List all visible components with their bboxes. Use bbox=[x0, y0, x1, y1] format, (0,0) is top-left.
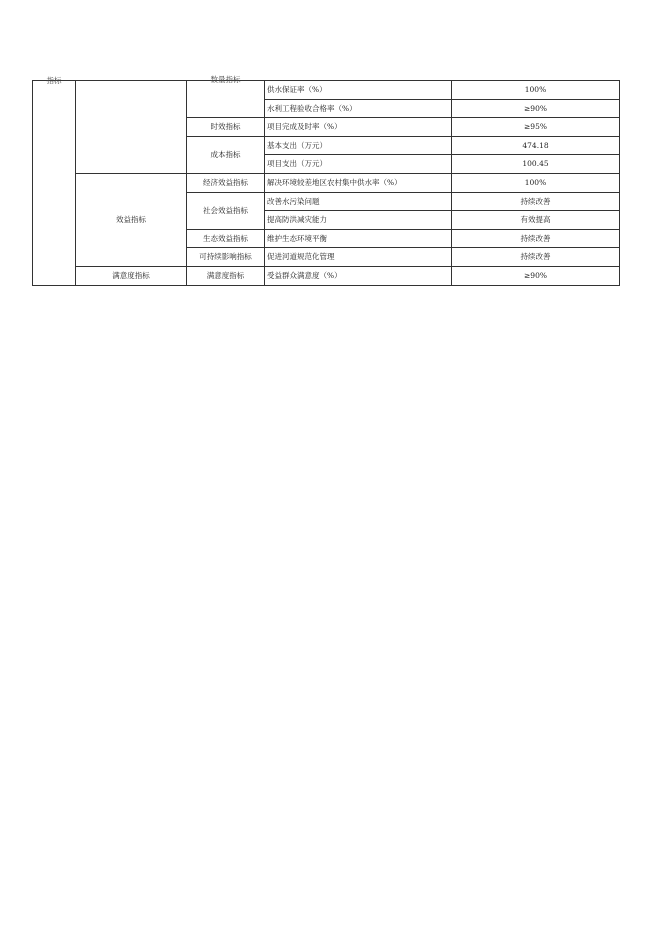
level3-indicator-cell bbox=[187, 75, 265, 118]
indicator-name: 解决环境较差地区农村集中供水率（%） bbox=[265, 173, 452, 192]
level1-indicator-cell bbox=[33, 76, 76, 286]
table-row bbox=[33, 266, 620, 285]
indicator-value: 100.45 bbox=[452, 155, 620, 174]
indicator-value: 持续改善 bbox=[452, 248, 620, 267]
level3-indicator-cell: 经济效益指标 bbox=[187, 173, 265, 192]
level2-indicator-cell: 满意度指标 bbox=[76, 266, 187, 285]
table-row bbox=[33, 173, 620, 192]
table-row bbox=[33, 81, 620, 100]
indicator-value: ≥95% bbox=[452, 118, 620, 137]
indicator-value: 持续改善 bbox=[452, 229, 620, 248]
level3-indicator-cell: 成本指标 bbox=[187, 136, 265, 173]
level3-indicator-cell: 时效指标 bbox=[187, 118, 265, 137]
indicator-value: 100% bbox=[452, 81, 620, 100]
indicator-name: 改善水污染问题 bbox=[265, 192, 452, 211]
indicator-value: ≥90% bbox=[452, 99, 620, 118]
level3-indicator-cell: 满意度指标 bbox=[187, 266, 265, 285]
level3-indicator-cell: 社会效益指标 bbox=[187, 192, 265, 229]
indicator-name: 项目完成及时率（%） bbox=[265, 118, 452, 137]
level3-indicator-cell: 生态效益指标 bbox=[187, 229, 265, 248]
indicator-value: ≥90% bbox=[452, 266, 620, 285]
indicator-name: 水利工程验收合格率（%） bbox=[265, 99, 452, 118]
indicator-name: 提高防洪减灾能力 bbox=[265, 211, 452, 230]
indicator-name: 维护生态环境平衡 bbox=[265, 229, 452, 248]
indicator-name: 受益群众满意度（%） bbox=[265, 266, 452, 285]
indicator-value: 474.18 bbox=[452, 136, 620, 155]
performance-indicator-table bbox=[32, 75, 619, 283]
indicator-value: 有效提高 bbox=[452, 211, 620, 230]
level3-indicator-cell: 可持续影响指标 bbox=[187, 248, 265, 267]
indicator-table bbox=[32, 75, 620, 286]
indicator-name: 基本支出（万元） bbox=[265, 136, 452, 155]
indicator-value: 100% bbox=[452, 173, 620, 192]
level3-indicator-label: 数量指标 bbox=[210, 75, 241, 84]
indicator-name: 项目支出（万元） bbox=[265, 155, 452, 174]
indicator-value: 持续改善 bbox=[452, 192, 620, 211]
level2-indicator-cell bbox=[76, 81, 187, 174]
indicator-name: 供水保证率（%） bbox=[265, 81, 452, 100]
level2-indicator-cell: 效益指标 bbox=[76, 173, 187, 266]
level1-indicator-label: 指标 bbox=[46, 76, 62, 85]
indicator-name: 促进河道规范化管理 bbox=[265, 248, 452, 267]
